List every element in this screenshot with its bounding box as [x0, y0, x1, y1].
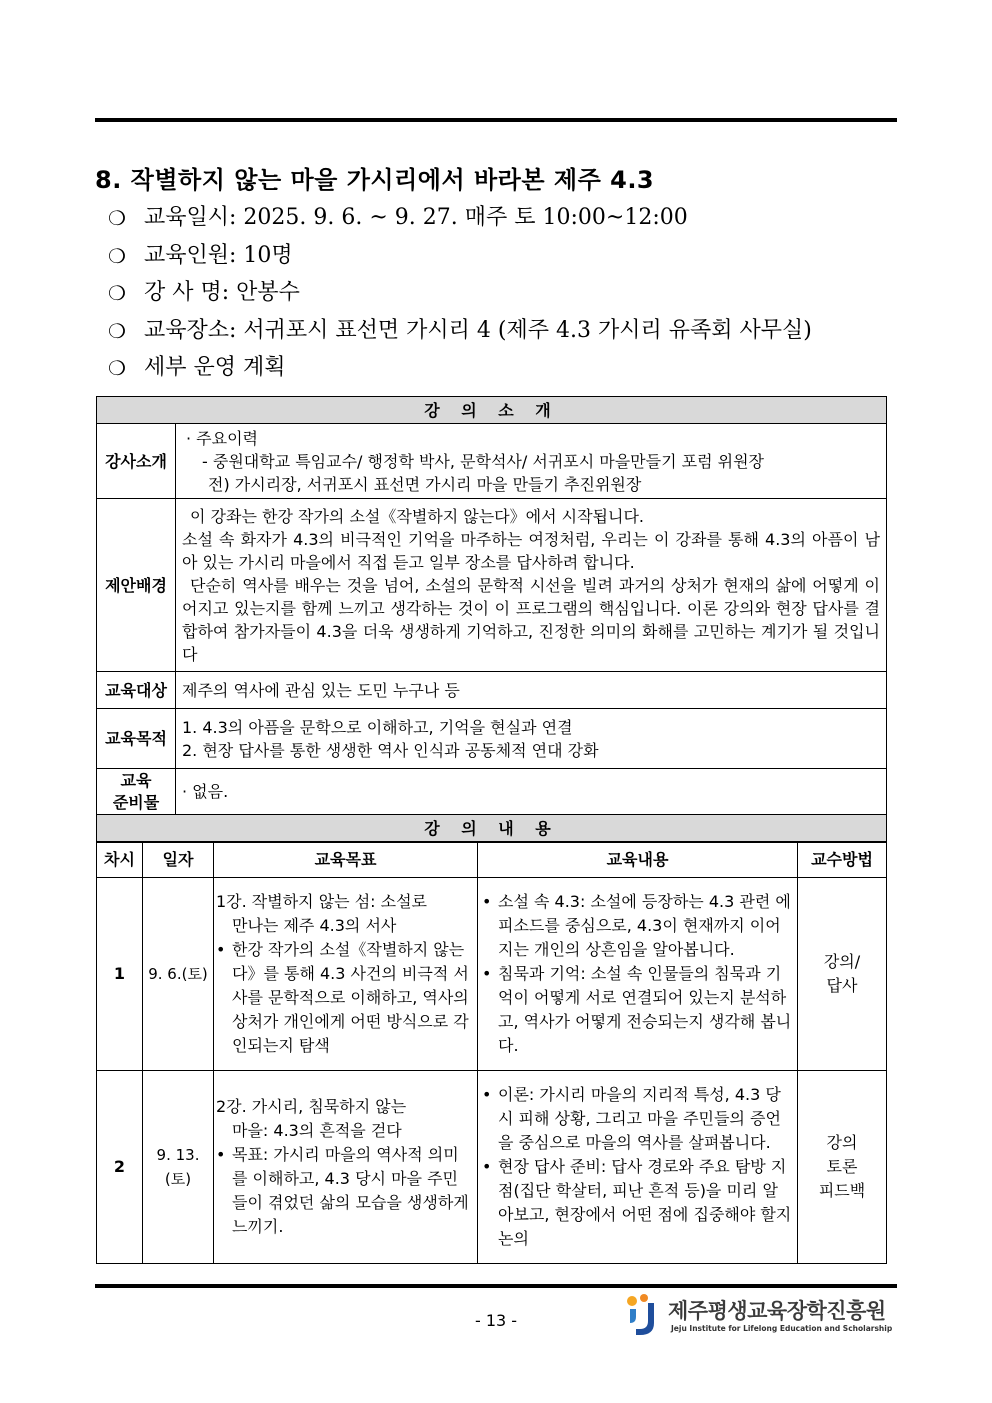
goal-row [97, 709, 887, 769]
dot-bullet-icon: • [482, 1157, 492, 1176]
circle-bullet-icon: ❍ [108, 356, 126, 380]
session-content: • 소설 속 4.3: 소설에 등장하는 4.3 관련 에피소드를 중심으로, 4.3이 현재까지 이어지는 개인의 상흔임을 알아봅니다. • 침묵과 기억: 소설 속 인물들의 침묵과 기억이 어떻게 서로 연결되어 있는지 분석하고, 역사가 어떻게 전승되는지 생각해 봅니다. [478, 878, 798, 1071]
dot-bullet-icon: • [482, 892, 492, 911]
info-item-date: ❍ 교육일시: 2025. 9. 6. ~ 9. 27. 매주 토 10:00~12:00 [108, 203, 898, 241]
bottom-rule [95, 1284, 897, 1288]
content-header: 강 의 내 용 [97, 815, 887, 842]
target-label: 교육대상 [97, 672, 176, 709]
session-method: 강의 토론 피드백 [798, 1071, 887, 1264]
circle-bullet-icon: ❍ [108, 281, 126, 305]
instructor-line: - 중원대학교 특임교수/ 행정학 박사, 문학석사/ 서귀포시 마을만들기 포럼 위원장 [202, 451, 765, 471]
session-method: 강의/ 답사 [798, 878, 887, 1071]
content-header-row [97, 815, 887, 842]
table-row [97, 1071, 887, 1264]
background-paragraph: 단순히 역사를 배우는 것을 넘어, 소설의 문학적 시선을 빌려 과거의 상처가 현재의 삶에 어떻게 이어지고 있는지를 함께 느끼고 생각하는 것이 이 프로그램의 핵심입니다. 이론 강의와 현장 답사를 결합하여 참가자들이 4.3을 더욱 생생하게 기억하고, 진정한 의미의 화해를 고민하는 계기가 될 것입니다 [182, 575, 880, 664]
background-paragraph: 이 강좌는 한강 작가의 소설《작별하지 않는다》에서 시작됩니다. [190, 506, 645, 526]
org-name: 제주평생교육장학진흥원 [668, 1299, 886, 1323]
instructor-row [97, 424, 887, 499]
session-number: 2 [97, 1071, 143, 1264]
dot-bullet-icon: • [482, 964, 492, 983]
column-header: 교육내용 [478, 843, 798, 878]
info-item-instructor: ❍ 강 사 명: 안봉수 [108, 278, 898, 316]
session-goal: 2강. 가시리, 침묵하지 않는 마을: 4.3의 흔적을 걷다 • 목표: 가시리 마을의 역사적 의미를 이해하고, 4.3 당시 마을 주민들이 겪었던 삶의 모습을 생생하게 느끼기. [214, 1071, 478, 1264]
prep-text: · 없음. [176, 769, 887, 815]
intro-header-row [97, 397, 887, 424]
content-columns-row [97, 843, 887, 878]
target-row [97, 672, 887, 709]
circle-bullet-icon: ❍ [108, 243, 126, 268]
background-label: 제안배경 [97, 499, 176, 672]
instructor-line: · 주요이력 [186, 428, 258, 448]
table-row [97, 878, 887, 1071]
column-header: 일자 [143, 843, 214, 878]
goal-line: 1. 4.3의 아픔을 문학으로 이해하고, 기억을 현실과 연결 [182, 717, 573, 737]
session-date: 9. 13.(토) [143, 1071, 214, 1264]
circle-bullet-icon: ❍ [108, 206, 126, 230]
column-header: 교수방법 [798, 843, 887, 878]
org-logo-icon [624, 1293, 666, 1337]
section-title: 8. 작별하지 않는 마을 가시리에서 바라본 제주 4.3 [95, 166, 655, 194]
org-name-english: Jeju Institute for Lifelong Education and Scholarship [671, 1324, 893, 1333]
session-goal: 1강. 작별하지 않는 섬: 소설로 만나는 제주 4.3의 서사 • 한강 작가의 소설《작별하지 않는다》를 통해 4.3 사건의 비극적 서사를 문학적으로 이해하고, 역사의 상처가 개인에게 어떤 방식으로 각인되는지 탐색 [214, 878, 478, 1071]
goal-line: 2. 현장 답사를 통한 생생한 역사 인식과 공동체적 연대 강화 [182, 740, 599, 760]
info-item-capacity: ❍ 교육인원: 10명 [108, 241, 898, 279]
dot-bullet-icon: • [216, 940, 226, 959]
page-number: - 13 - [474, 1311, 518, 1330]
dot-bullet-icon: • [482, 1085, 492, 1104]
org-logo [624, 1293, 894, 1339]
background-paragraph: 소설 속 화자가 4.3의 비극적인 기억을 마주하는 여정처럼, 우리는 이 강좌를 통해 4.3의 아픔이 남아 있는 가시리 마을에서 직접 듣고 일부 장소를 답사하려 합니다. [182, 529, 880, 572]
session-date: 9. 6.(토) [143, 878, 214, 1071]
info-list [108, 203, 898, 391]
intro-header: 강 의 소 개 [97, 397, 887, 424]
info-item-plan: ❍ 세부 운영 계획 [108, 353, 898, 391]
top-rule [95, 118, 897, 122]
background-cell [176, 499, 887, 672]
circle-bullet-icon: ❍ [108, 318, 126, 343]
content-table [96, 842, 887, 1264]
dot-bullet-icon: • [216, 1145, 226, 1164]
column-header: 차시 [97, 843, 143, 878]
prep-label: 교육 준비물 [97, 769, 176, 815]
intro-table [96, 396, 887, 842]
session-number: 1 [97, 878, 143, 1071]
goal-cell [176, 709, 887, 769]
goal-label: 교육목적 [97, 709, 176, 769]
prep-row [97, 769, 887, 815]
column-header: 교육목표 [214, 843, 478, 878]
info-item-location: ❍ 교육장소: 서귀포시 표선면 가시리 4 (제주 4.3 가시리 유족회 사무실) [108, 316, 898, 354]
session-content: • 이론: 가시리 마을의 지리적 특성, 4.3 당시 피해 상황, 그리고 마을 주민들의 증언을 중심으로 마을의 역사를 살펴봅니다. • 현장 답사 준비: 답사 경로와 주요 탐방 지점(집단 학살터, 피난 흔적 등)을 미리 알아보고, 현장에서 어떤 점에 집중해야 할지 논의 [478, 1071, 798, 1264]
instructor-label: 강사소개 [97, 424, 176, 499]
background-row [97, 499, 887, 672]
instructor-line: 전) 가시리장, 서귀포시 표선면 가시리 마을 만들기 추진위원장 [208, 474, 642, 494]
target-text: 제주의 역사에 관심 있는 도민 누구나 등 [176, 672, 887, 709]
instructor-cell [176, 424, 887, 499]
